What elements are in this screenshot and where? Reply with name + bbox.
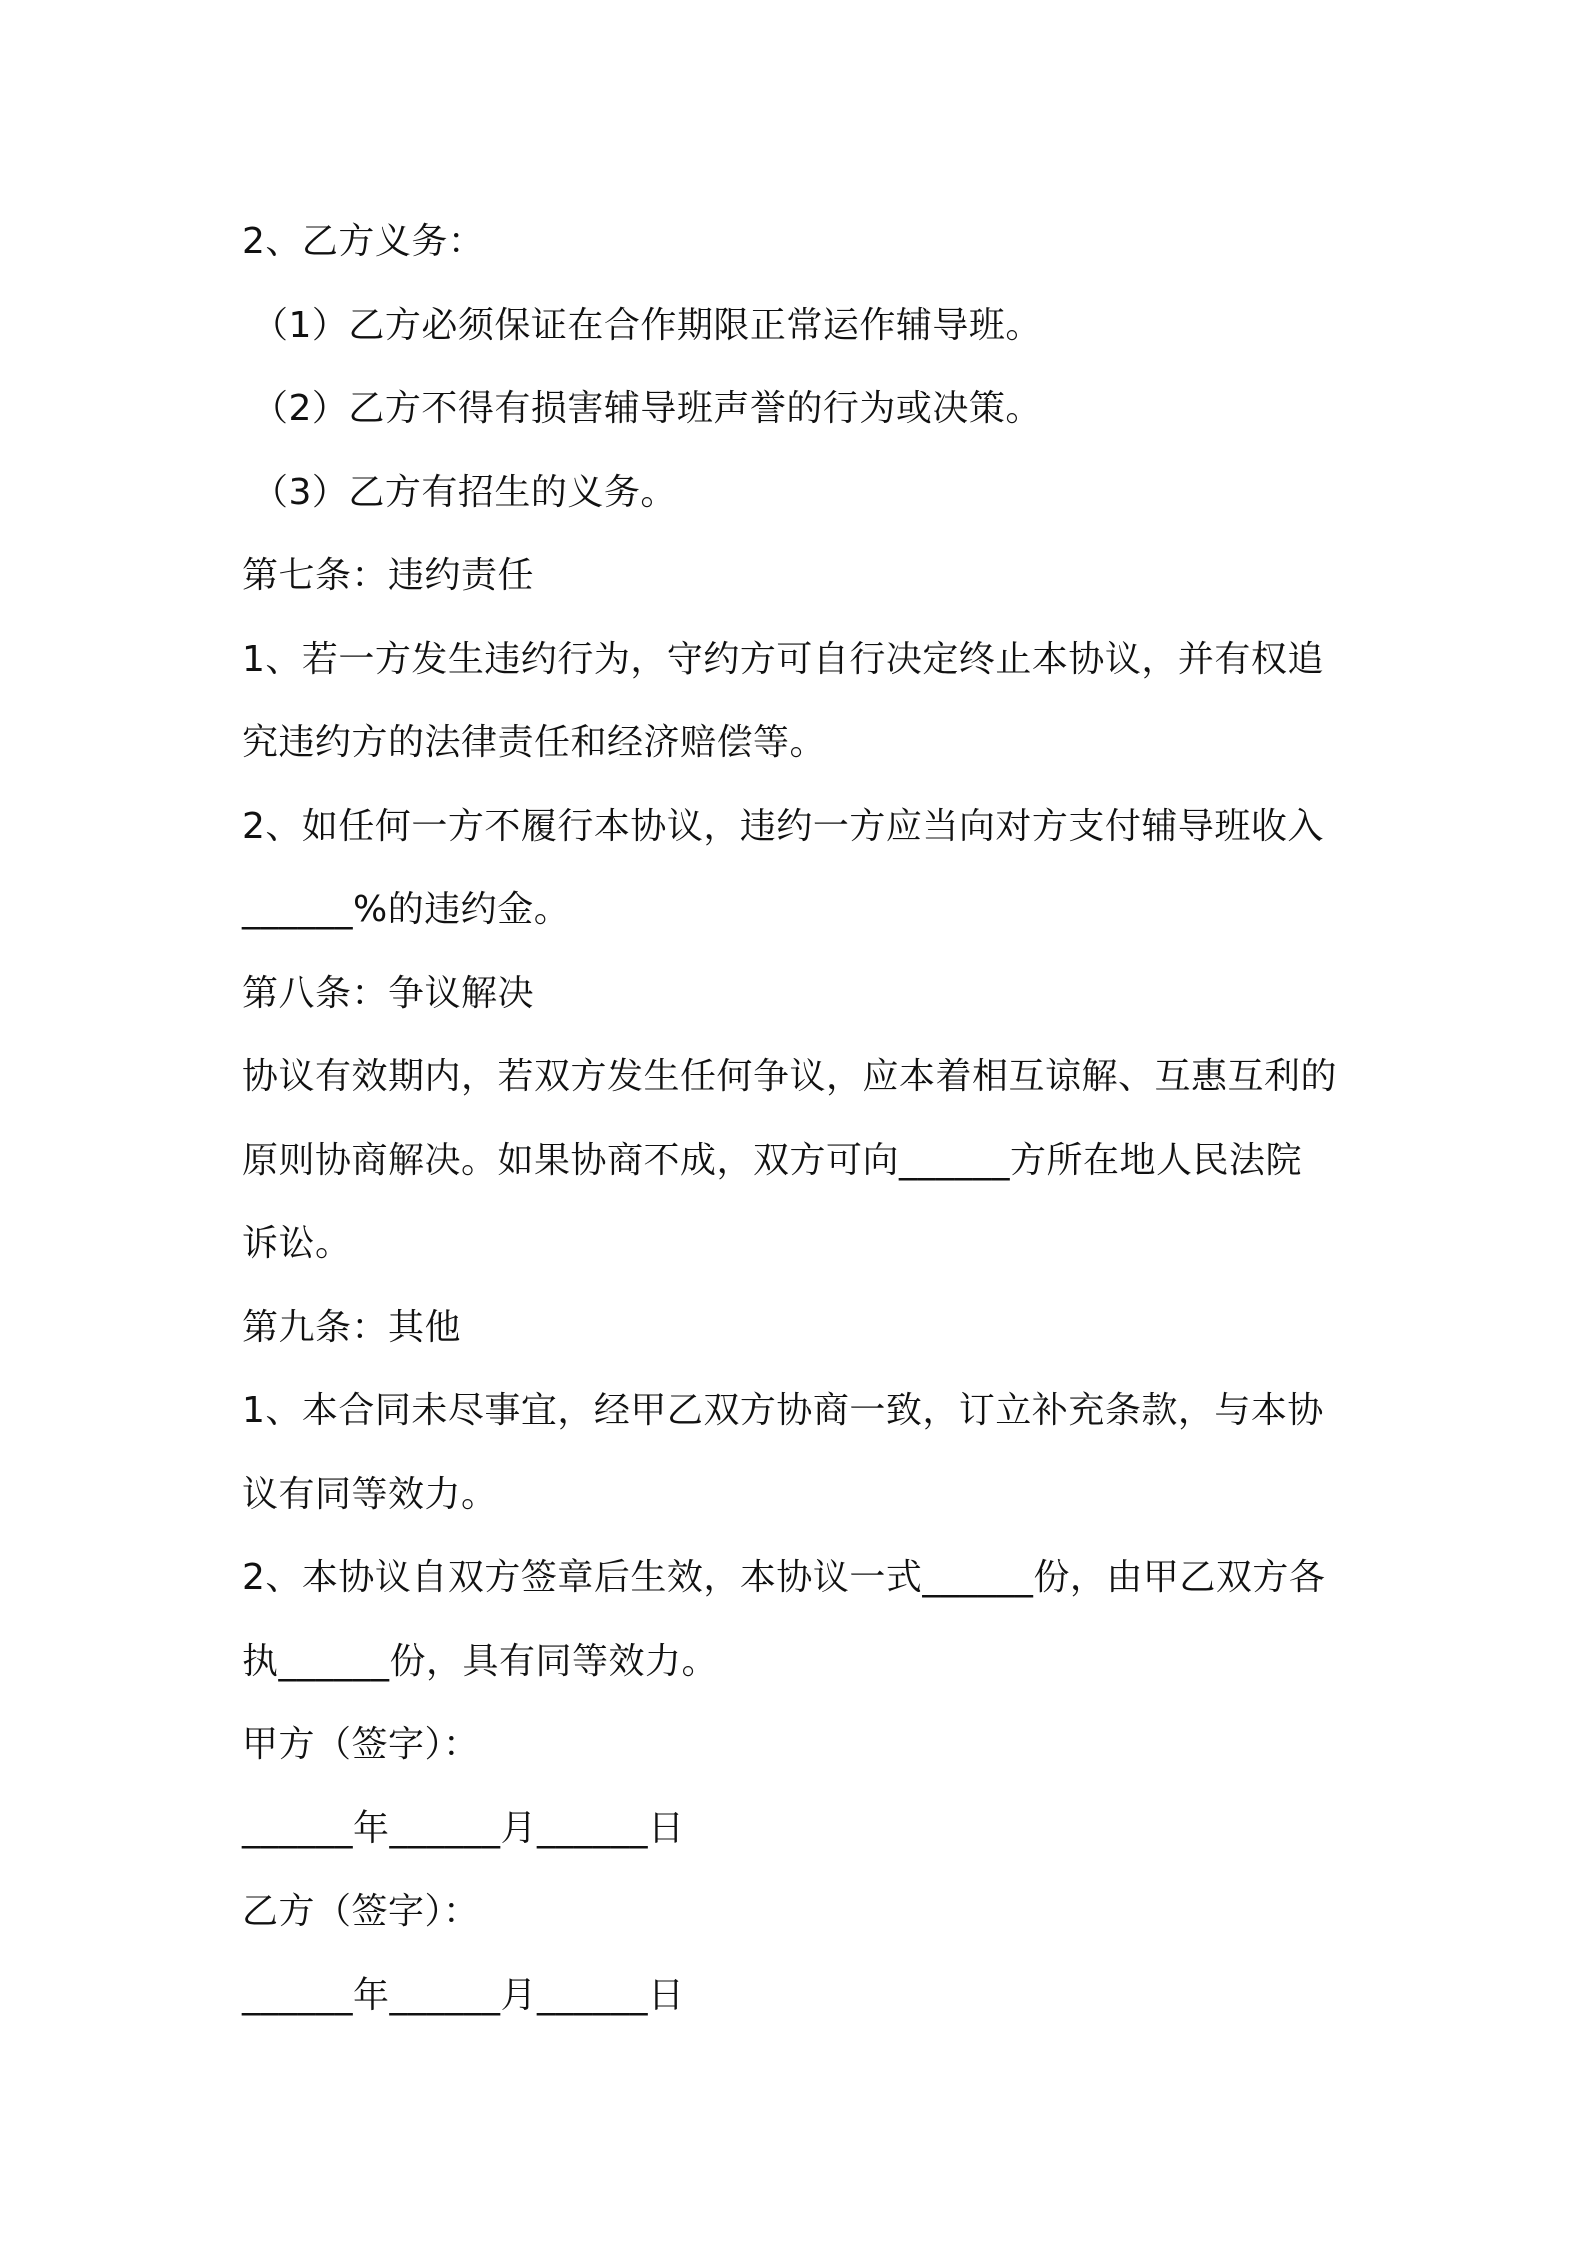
article-9-heading: 第九条：其他 (242, 1306, 462, 1348)
party-a-date-line: ______年______月______日 (242, 1807, 685, 1849)
party-b-date-line: ______年______月______日 (242, 1974, 685, 2016)
article-8-text-line-3: 诉讼。 (242, 1223, 352, 1264)
document-body (242, 200, 1362, 2037)
article-7-clause-2-line-1: 2、如任何一方不履行本协议，违约一方应当向对方支付辅导班收入 (242, 805, 1324, 847)
article-9-clause-2-line-2: 执______份，具有同等效力。 (242, 1640, 719, 1682)
article-7-clause-2-line-2: ______%的违约金。 (242, 889, 571, 930)
article-7-heading: 第七条：违约责任 (242, 555, 535, 596)
obligation-heading-party-b: 2、乙方义务： (242, 221, 485, 262)
article-8-text-line-1: 协议有效期内，若双方发生任何争议，应本着相互谅解、互惠互利的 (242, 1056, 1338, 1097)
article-9-clause-1-line-1: 1、本合同未尽事宜，经甲乙双方协商一致，订立补充条款，与本协 (242, 1390, 1324, 1431)
article-7-clause-1-line-1: 1、若一方发生违约行为，守约方可自行决定终止本协议，并有权追 (242, 638, 1324, 680)
article-7-clause-1-line-2: 究违约方的法律责任和经济赔偿等。 (242, 722, 827, 763)
party-b-signature-label: 乙方（签字）： (242, 1891, 480, 1932)
article-9-clause-2-line-1: 2、本协议自双方签章后生效，本协议一式______份，由甲乙双方各 (242, 1557, 1326, 1598)
article-8-heading: 第八条：争议解决 (242, 972, 535, 1014)
obligation-item-1: （1）乙方必须保证在合作期限正常运作辅导班。 (252, 304, 1042, 346)
obligation-item-3: （3）乙方有招生的义务。 (252, 471, 677, 513)
obligation-item-2: （2）乙方不得有损害辅导班声誉的行为或决策。 (252, 388, 1042, 429)
party-a-signature-label: 甲方（签字）： (242, 1724, 480, 1765)
article-8-text-line-2: 原则协商解决。如果协商不成，双方可向______方所在地人民法院 (242, 1139, 1303, 1181)
article-9-clause-1-line-2: 议有同等效力。 (242, 1473, 498, 1515)
